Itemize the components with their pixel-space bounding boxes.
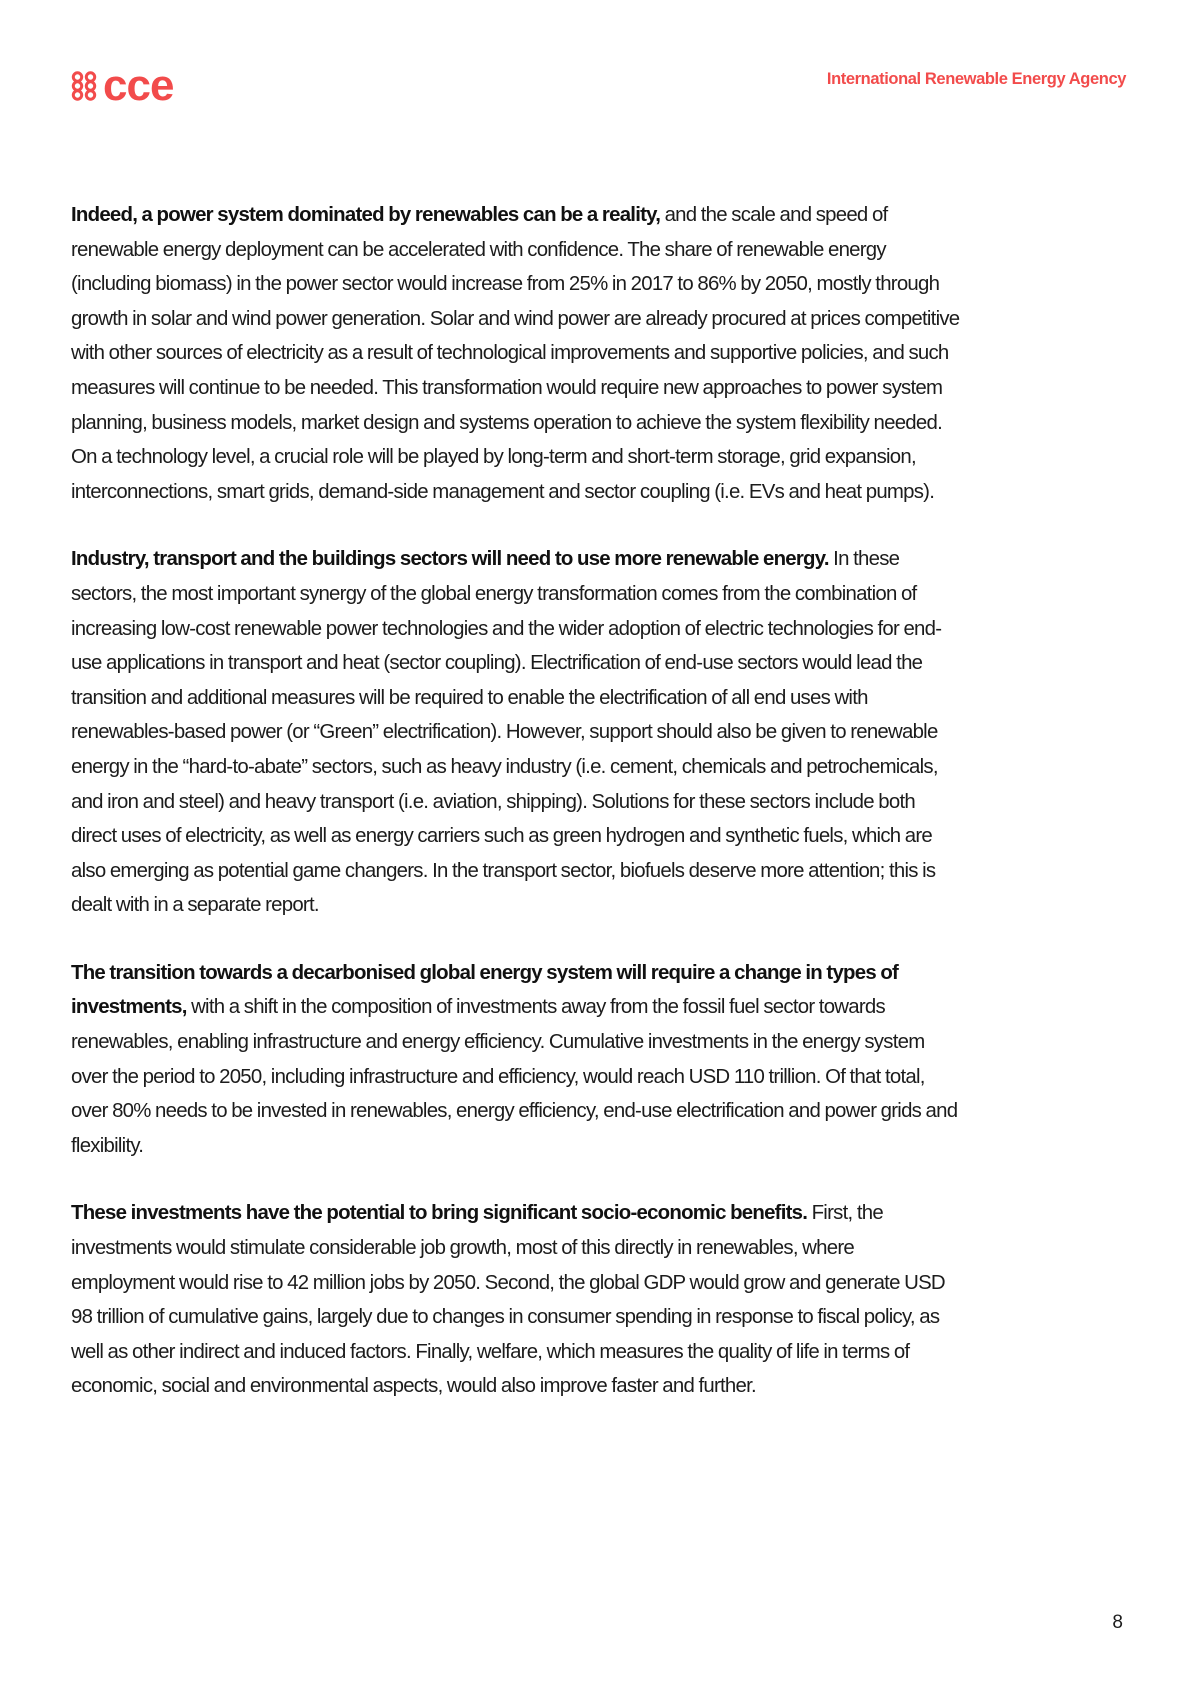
paragraph-body: with a shift in the composition of investments away from the fossil fuel sector towards renewables, enabling infrastructure and energy efficiency. Cumulative investments in the energy system over the period to 2050, including infrastructure and efficiency, would reach USD 110 trillion. Of that total, over 80% needs to be invested in renewables, energy efficiency, end-use electrification and power grids and flexibility. bbox=[71, 996, 958, 1157]
logo bbox=[71, 61, 174, 110]
paragraph bbox=[71, 542, 961, 923]
paragraph-body: First, the investments would stimulate considerable job growth, most of this directly in renewables, where employment would rise to 42 million jobs by 2050. Second, the global GDP would grow and generate USD 98 trillion of cumulative gains, largely due to changes in consumer spending in response to fiscal policy, as well as other indirect and induced factors. Finally, welfare, which measures the quality of life in terms of economic, social and environmental aspects, would also improve faster and further. bbox=[71, 1202, 945, 1398]
paragraph-lead: Indeed, a power system dominated by renewables can be a reality, bbox=[71, 204, 661, 226]
agency-name: International Renewable Energy Agency bbox=[826, 70, 1126, 88]
paragraph bbox=[71, 1196, 961, 1404]
page-number: 8 bbox=[1112, 1612, 1123, 1633]
paragraph-lead: The transition towards a decarbonised global energy system will require a change in types of investments, bbox=[71, 961, 899, 1019]
document-body bbox=[71, 198, 961, 1437]
paragraph-lead: Industry, transport and the buildings sectors will need to use more renewable energy. bbox=[71, 548, 829, 571]
paragraph-body: In these sectors, the most important synergy of the global energy transformation comes from the combination of increasing low-cost renewable power technologies and the wider adoption of electric technologies for end-use applications in transport and heat (sector coupling). Electrification of end-use sectors would lead the transition and additional measures will be required to enable the electrification of all end uses with renewables-based power (or “Green” electrification). However, support should also be given to renewable energy in the “hard-to-abate” sectors, such as heavy industry (i.e. cement, chemicals and petrochemicals, and iron and steel) and heavy transport (i.e. aviation, shipping). Solutions for these sectors include both direct uses of electricity, as well as energy carriers such as green hydrogen and synthetic fuels, which are also emerging as potential game changers. In the transport sector, biofuels deserve more attention; this is dealt with in a separate report. bbox=[71, 548, 942, 917]
logo-text: cce bbox=[103, 61, 174, 110]
paragraph bbox=[71, 198, 961, 509]
logo-mark-icon bbox=[71, 70, 97, 102]
paragraph-lead: These investments have the potential to bring significant socio-economic benefits. bbox=[71, 1202, 808, 1225]
paragraph bbox=[71, 956, 961, 1164]
paragraph-body: and the scale and speed of renewable energy deployment can be accelerated with confidence. The share of renewable energy (including biomass) in the power sector would increase from 25% in 2017 to 86% by 2050, mostly through growth in solar and wind power generation. Solar and wind power are already procured at prices competitive with other sources of electricity as a result of technological improvements and supportive policies, and such measures will continue to be needed. This transformation would require new approaches to power system planning, business models, market design and systems operation to achieve the system flexibility needed. On a technology level, a crucial role will be played by long-term and short-term storage, grid expansion, interconnections, smart grids, demand-side management and sector coupling (i.e. EVs and heat pumps). bbox=[71, 204, 960, 503]
